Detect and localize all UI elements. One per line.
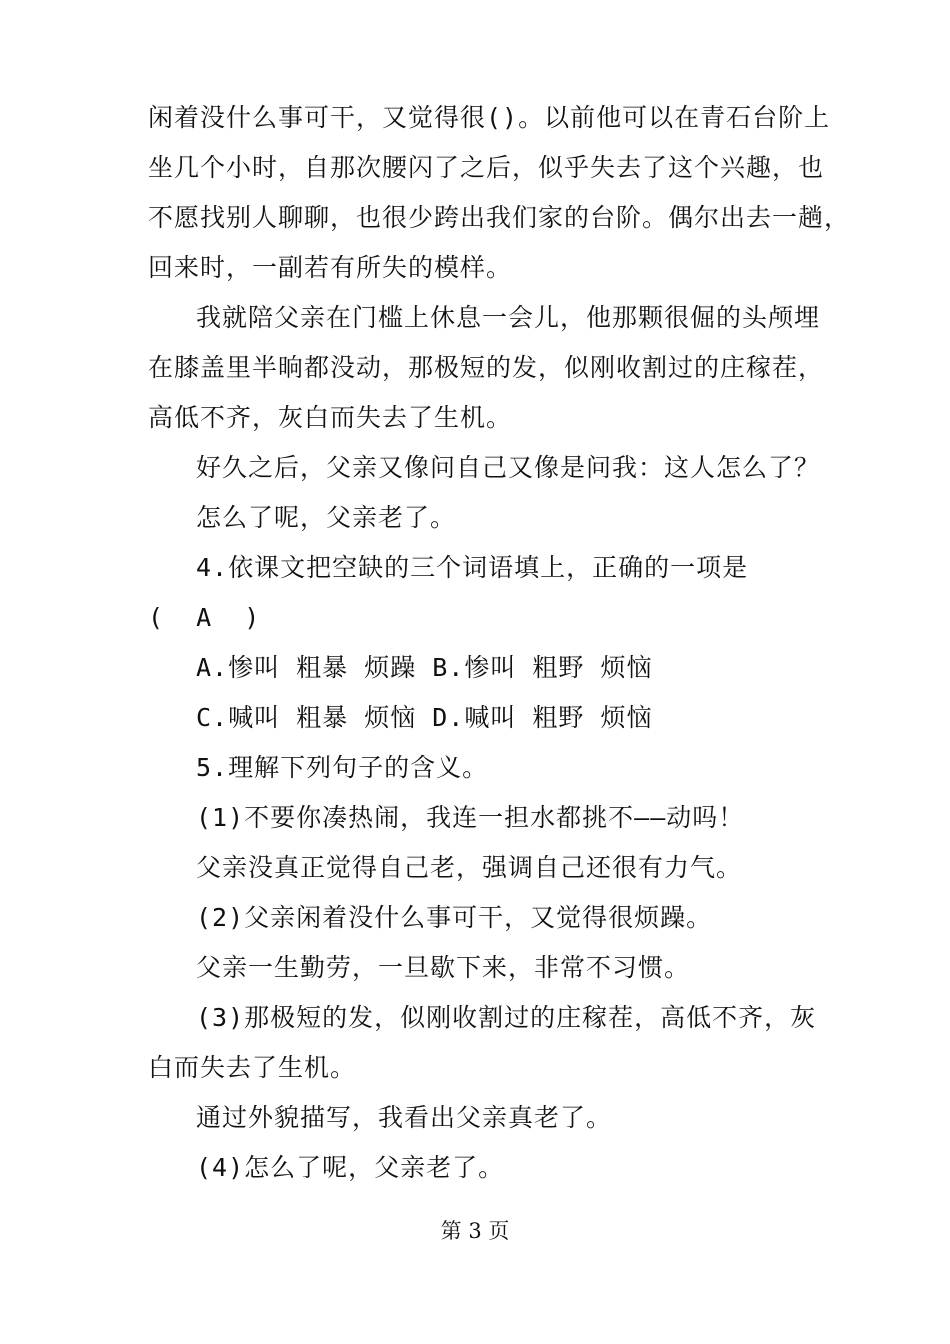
question-4-options-cd: C.喊叫 粗暴 烦恼 D.喊叫 粗野 烦恼 (196, 703, 653, 732)
sub-question-3: (3)那极短的发，似刚收割过的庄稼茬，高低不齐，灰 (196, 1003, 817, 1032)
paragraph-line: 怎么了呢，父亲老了。 (196, 503, 457, 532)
paragraph-line: 坐几个小时，自那次腰闪了之后，似乎失去了这个兴趣，也 (148, 153, 825, 182)
question-4: 4.依课文把空缺的三个词语填上，正确的一项是 (196, 553, 749, 582)
sub-answer-1: 父亲没真正觉得自己老，强调自己还很有力气。 (196, 853, 743, 882)
sub-question-2: (2)父亲闲着没什么事可干，又觉得很烦躁。 (196, 903, 713, 932)
sub-answer-3: 通过外貌描写，我看出父亲真老了。 (196, 1103, 613, 1132)
sub-question-4: (4)怎么了呢，父亲老了。 (196, 1153, 505, 1182)
page-number: 第 3 页 (440, 1219, 510, 1243)
paragraph-line: 在膝盖里半晌都没动，那极短的发，似刚收割过的庄稼茬， (148, 353, 825, 382)
sub-answer-2: 父亲一生勤劳，一旦歇下来，非常不习惯。 (196, 953, 691, 982)
question-4-answer: ( A ) (148, 603, 261, 632)
paragraph-line: 好久之后，父亲又像问自己又像是问我：这人怎么了？ (196, 453, 821, 482)
sub-question-3-cont: 白而失去了生机。 (148, 1053, 357, 1082)
sub-question-1: (1)不要你凑热闹，我连一担水都挑不——动吗！ (196, 803, 745, 832)
paragraph-line: 闲着没什么事可干，又觉得很()。以前他可以在青石台阶上 (148, 103, 831, 132)
paragraph-line: 我就陪父亲在门槛上休息一会儿，他那颗很倔的头颅埋 (196, 303, 821, 332)
paragraph-line: 不愿找别人聊聊，也很少跨出我们家的台阶。偶尔出去一趟， (148, 203, 851, 232)
paragraph-line: 高低不齐，灰白而失去了生机。 (148, 403, 513, 432)
paragraph-line: 回来时，一副若有所失的模样。 (148, 253, 513, 282)
question-4-options-ab: A.惨叫 粗暴 烦躁 B.惨叫 粗野 烦恼 (196, 653, 653, 682)
question-5: 5.理解下列句子的含义。 (196, 753, 489, 782)
